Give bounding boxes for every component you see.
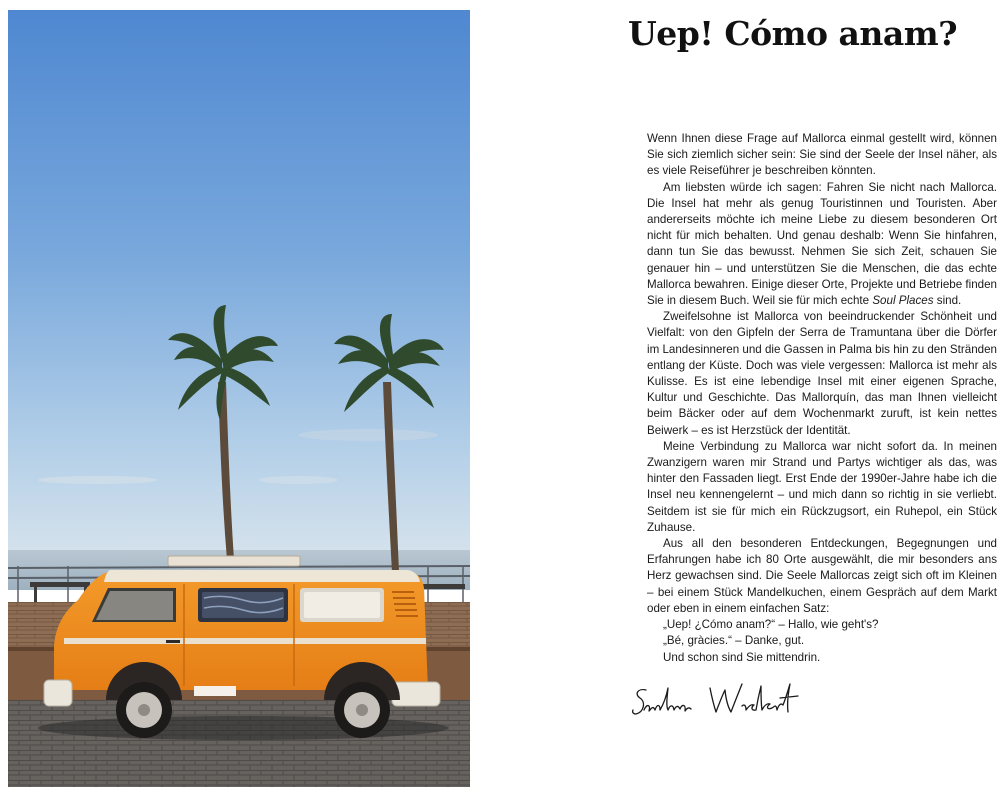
paragraph-80-places: Aus all den besonderen Entdeckungen, Begegnungen und Erfahrungen habe ich 80 Orte ausgewählt, die mir besonders ans Herz gewachsen sind. Die Seele Mallorcas zeigt sich oft im Kleinen – bei einem Stück Mandelkuchen, einem Gespräch auf dem Markt oder eben in einem einfachen Satz:: [647, 537, 997, 615]
dialogue-line-2: „Bé, gràcies.“ – Danke, gut.: [663, 634, 805, 648]
dialogue-line-1: „Uep! ¿Cómo anam?“ – Hallo, wie geht's?: [663, 618, 879, 632]
body-text: [647, 131, 997, 666]
cover-photo: [8, 10, 470, 787]
paragraph-soul-places-b: sind.: [933, 294, 962, 308]
author-signature: [630, 676, 810, 726]
pavement: [8, 700, 470, 787]
soul-places-emphasis: Soul Places: [872, 294, 934, 308]
paragraph-intro: Wenn Ihnen diese Frage auf Mallorca einmal gestellt wird, können Sie sich ziemlich sicher sein: Sie sind der Seele der Insel näher, als es viele Reiseführer je beschreiben könnten.: [647, 132, 997, 178]
closing-line: Und schon sind Sie mittendrin.: [663, 650, 821, 664]
paragraph-soul-places: [647, 180, 997, 310]
paragraph-soul-places-a: Am liebsten würde ich sagen: Fahren Sie nicht nach Mallorca. Die Insel hat mehr als genug Touristinnen und Touristen. Aber andererseits möchte ich meine Liebe zu diesem besonderen Ort nicht für mich behalten. Und genau deshalb: Wenn Sie hinfahren, dann tun Sie das bewusst. Nehmen Sie sich Zeit, schauen Sie genauer hin – und unterstützen Sie die Menschen, die das echte Mallorca bewahren. Einige dieser Orte, Projekte und Betriebe finden Sie in diesem Buch. Weil sie für mich echte: [647, 180, 997, 308]
page-title: Uep! Cómo anam?: [628, 14, 958, 53]
van-palms-illustration: [8, 10, 470, 787]
paragraph-beauty: Zweifelsohne ist Mallorca von beeindruckender Schönheit und Vielfalt: von den Gipfeln der Serra de Tramuntana über die Dörfer im Landesinneren und die Gassen in Palma bis hin zu den Stränden entlang der Küste. Doch was viele vergessen: Mallorca ist mehr als Kulisse. Es ist eine lebendige Insel mit einer eigenen Sprache, Kultur und Geschichte. Das Mallorquín, das man Ihnen vielleicht beim Bäcker oder auf dem Wochenmarkt zuruft, ist kein nettes Beiwerk – es ist Herzstück der Identität.: [647, 310, 997, 437]
paragraph-connection: Meine Verbindung zu Mallorca war nicht sofort da. In meinen Zwanzigern waren mir Strand und Partys wichtiger als das, was hinter den Fassaden liegt. Erst Ende der 1990er-Jahre habe ich die Insel neu kennengelernt – und mich dann so richtig in sie verliebt. Seitdem ist sie für mich ein Rückzugsort, ein Ruhepol, ein Stück Zuhause.: [647, 439, 997, 534]
sky: [8, 10, 470, 555]
